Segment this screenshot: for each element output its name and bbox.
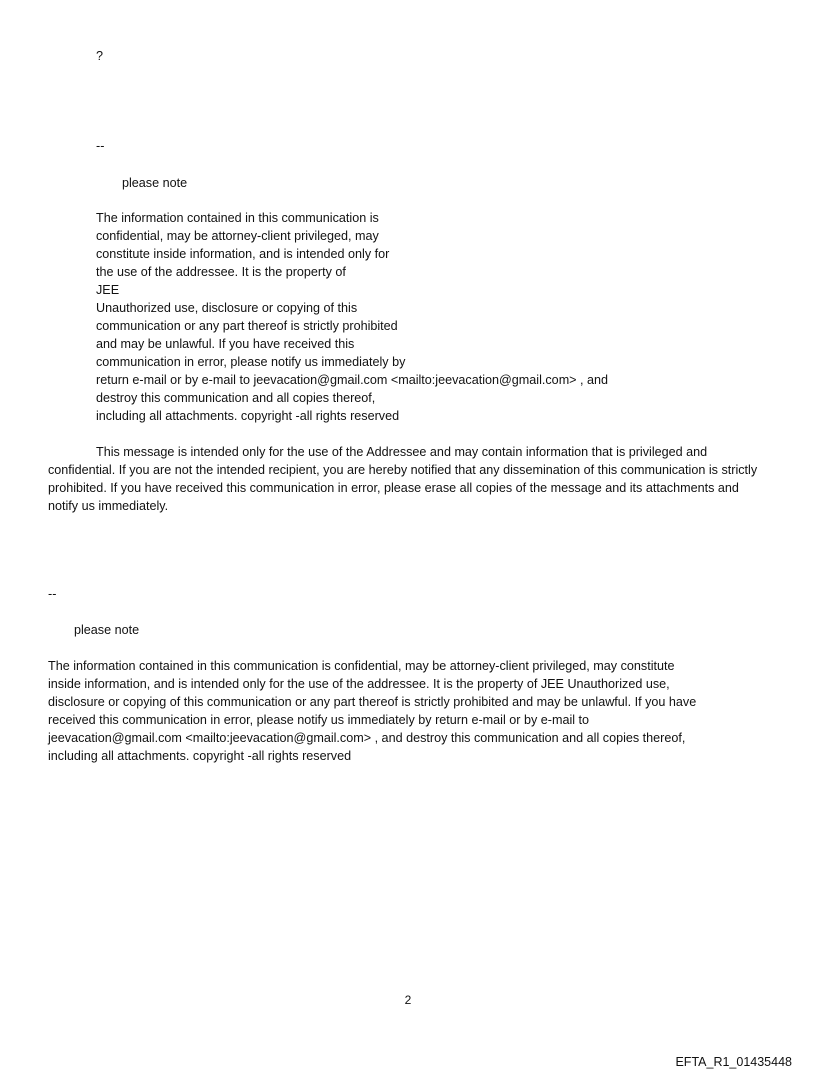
notice-line: and may be unlawful. If you have received this xyxy=(96,337,355,351)
notice-line: constitute inside information, and is intended only for xyxy=(96,247,390,261)
notice-line: jeevacation@gmail.com <mailto:jeevacation@gmail.com> , and destroy this communication and all copies thereof, xyxy=(48,731,686,745)
notice-line: communication in error, please notify us immediately by xyxy=(96,355,406,369)
notice-line: communication or any part thereof is strictly prohibited xyxy=(96,319,398,333)
notice-line: received this communication in error, please notify us immediately by return e-mail or by e-mail to xyxy=(48,713,590,727)
separator: -- xyxy=(48,587,57,601)
page-number: 2 xyxy=(404,993,412,1007)
notice-line: Unauthorized use, disclosure or copying of this xyxy=(96,301,358,315)
notice-line: The information contained in this communication is confidential, may be attorney-client privileged, may constitute xyxy=(48,659,675,673)
notice-line: JEE xyxy=(96,283,120,297)
notice-line: confidential, may be attorney-client privileged, may xyxy=(96,229,379,243)
notice-line: inside information, and is intended only for the use of the addressee. It is the property of JEE Unauthorized use, xyxy=(48,677,670,691)
note-heading: please note xyxy=(122,176,188,190)
notice-line: including all attachments. copyright -all rights reserved xyxy=(96,409,400,423)
document-id: EFTA_R1_01435448 xyxy=(675,1055,792,1069)
notice-line: disclosure or copying of this communication or any part thereof is strictly prohibited and may be unlawful. If you have xyxy=(48,695,697,709)
notice-line: destroy this communication and all copies thereof, xyxy=(96,391,376,405)
question-mark: ? xyxy=(96,49,104,63)
separator: -- xyxy=(96,139,105,153)
notice-line: The information contained in this communication is xyxy=(96,211,379,225)
note-heading: please note xyxy=(74,623,140,637)
notice-line: the use of the addressee. It is the property of xyxy=(96,265,346,279)
notice-line: including all attachments. copyright -all rights reserved xyxy=(48,749,352,763)
notice-line: return e-mail or by e-mail to jeevacation@gmail.com <mailto:jeevacation@gmail.com> , and xyxy=(96,373,609,387)
addressee-notice: This message is intended only for the use of the Addressee and may contain information that is privileged and confidential. If you are not the intended recipient, you are hereby notified that any dissemination of this communication is strictly prohibited. If you have received this communication in error, please erase all copies of the message and its attachments and notify us immediately. xyxy=(48,445,758,513)
